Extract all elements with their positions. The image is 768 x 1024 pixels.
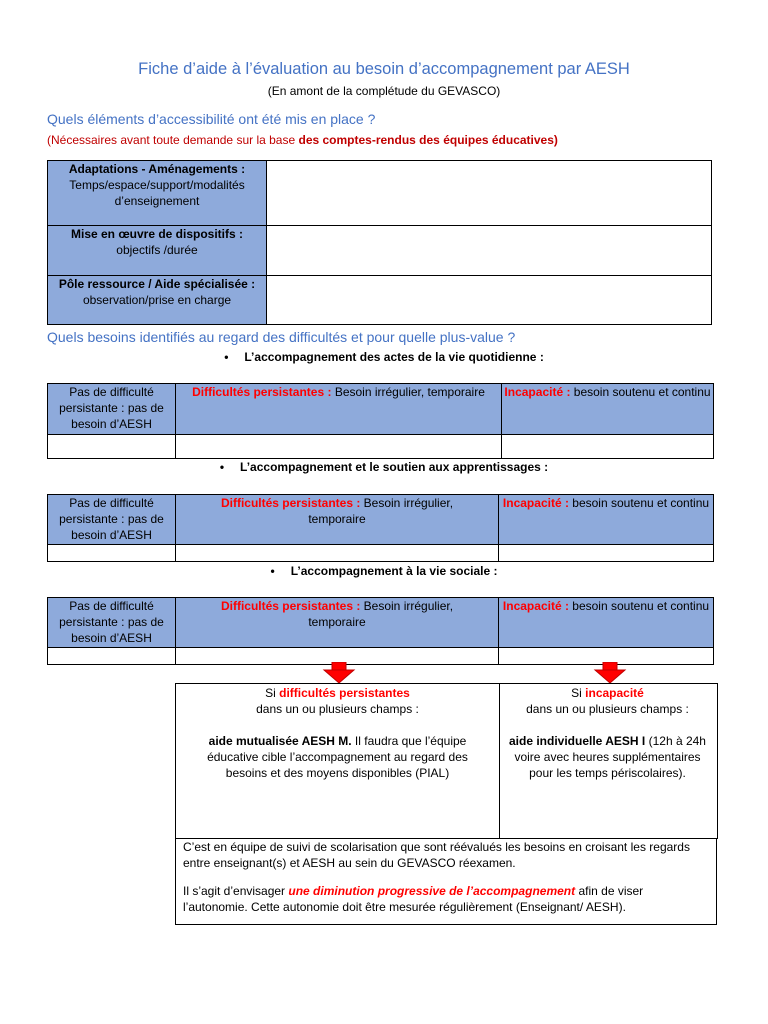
group2-heading-text: L’accompagnement et le soutien aux apprentissages :: [240, 460, 549, 474]
col-persistent: [176, 495, 499, 545]
section1-note-start: (Nécessaires avant toute demande sur la base: [47, 133, 299, 147]
col-no-difficulty: Pas de difficulté persistante : pas de besoin d’AESH: [48, 495, 176, 545]
section1-note-bold: des comptes-rendus des équipes éducatives): [298, 133, 558, 147]
col-incapacity: [499, 598, 714, 648]
outcome-incapacity-label: incapacité: [585, 686, 644, 700]
row-detail: objectifs /durée: [116, 243, 198, 257]
bullet-icon: •: [224, 350, 229, 364]
col-no-difficulty: Pas de difficulté persistante : pas de besoin d’AESH: [48, 598, 176, 648]
bullet-icon: •: [219, 460, 225, 474]
group2-heading: [0, 460, 768, 474]
section2-question: Quels besoins identifiés au regard des difficultés et pour quelle plus-value ?: [47, 329, 516, 345]
needs-table-2: [47, 494, 714, 562]
col-incapacity: [502, 384, 714, 435]
col-persistent: [176, 598, 499, 648]
table-row: [48, 598, 714, 648]
col-persistent-text: Besoin irrégulier, temporaire: [331, 385, 485, 399]
down-arrow-left-icon: [322, 662, 356, 684]
row-value-cell[interactable]: [267, 161, 712, 226]
col-incapacity-text: besoin soutenu et continu: [568, 496, 710, 510]
col-persistent-text: Besoin irrégulier, temporaire: [308, 496, 454, 526]
outcome-incapacity-detail: (12h à 24h voire avec heures supplémentaires pour les temps périscolaires).: [514, 734, 706, 780]
summary-p2-end: afin de viser l’autonomie. Cette autonomie doit être mesurée régulièrement (Enseignant/ AESH).: [183, 884, 644, 914]
answer-cell[interactable]: [48, 435, 176, 459]
section1-note: [47, 133, 558, 147]
row-label-cell: [48, 226, 267, 276]
col-no-difficulty: Pas de difficulté persistante : pas de besoin d’AESH: [48, 384, 176, 435]
col-persistent-label: Difficultés persistantes :: [220, 496, 361, 510]
outcome-persistent-text: [176, 685, 499, 781]
table-row: [48, 435, 714, 459]
row-value-cell[interactable]: [267, 226, 712, 276]
row-label: Mise en œuvre de dispositifs :: [70, 227, 244, 241]
col-incapacity-text: besoin soutenu et continu: [570, 385, 711, 399]
accessibility-table: [47, 160, 712, 325]
page-subtitle: (En amont de la complétude du GEVASCO): [267, 84, 501, 98]
table-row: [48, 495, 714, 545]
summary-paragraph-2: [183, 883, 709, 915]
group3-heading: [0, 564, 768, 578]
row-label-cell: [48, 276, 267, 325]
row-detail: observation/prise en charge: [82, 293, 232, 307]
down-arrow-right-icon: [593, 662, 627, 684]
table-row: [48, 384, 714, 435]
needs-table-1: [47, 383, 714, 459]
outcome-persistent-si: Si: [265, 686, 280, 700]
answer-cell[interactable]: [48, 545, 176, 562]
summary-paragraph-1: C’est en équipe de suivi de scolarisation que sont réévalués les besoins en croisant les regards entre enseignant(s) et AESH au sein du GEVASCO réexamen.: [183, 840, 690, 870]
outcome-incapacity-line2: dans un ou plusieurs champs :: [526, 702, 689, 716]
table-row: [48, 276, 712, 325]
outcome-incapacity-box: [498, 683, 718, 839]
table-row: [48, 545, 714, 562]
table-row: [48, 161, 712, 226]
col-incapacity: [499, 495, 714, 545]
answer-cell[interactable]: [502, 435, 714, 459]
answer-cell[interactable]: [176, 435, 502, 459]
answer-cell[interactable]: [48, 648, 176, 665]
answer-cell[interactable]: [499, 545, 714, 562]
row-label: Pôle ressource / Aide spécialisée :: [58, 277, 256, 291]
page-title: Fiche d’aide à l’évaluation au besoin d’accompagnement par AESH: [138, 60, 630, 78]
row-value-cell[interactable]: [267, 276, 712, 325]
summary-p2-start: Il s’agit d’envisager: [183, 884, 289, 898]
outcome-persistent-label: difficultés persistantes: [279, 686, 410, 700]
outcome-incapacity-aid: aide individuelle AESH I: [509, 734, 646, 748]
section1-question: Quels éléments d’accessibilité ont été mis en place ?: [47, 111, 376, 127]
col-persistent-label: Difficultés persistantes :: [192, 385, 332, 399]
table-row: [48, 226, 712, 276]
outcome-persistent-box: [175, 683, 500, 839]
col-incapacity-label: Incapacité :: [502, 496, 569, 510]
group3-heading-text: L’accompagnement à la vie sociale :: [290, 564, 498, 578]
answer-cell[interactable]: [176, 545, 499, 562]
group1-heading: [0, 350, 768, 364]
outcome-incapacity-text: [498, 685, 717, 781]
bullet-icon: •: [270, 564, 275, 578]
summary-p2-emphasis: une diminution progressive de l’accompagnement: [288, 884, 576, 898]
outcome-persistent-line2: dans un ou plusieurs champs :: [256, 702, 419, 716]
col-persistent: [176, 384, 502, 435]
col-persistent-label: Difficultés persistantes :: [220, 599, 361, 613]
col-incapacity-label: Incapacité :: [502, 599, 569, 613]
row-detail: Temps/espace/support/modalités d’enseignement: [69, 178, 245, 208]
outcome-persistent-aid: aide mutualisée AESH M.: [208, 734, 352, 748]
needs-table-3: [47, 597, 714, 665]
outcome-incapacity-si: Si: [571, 686, 586, 700]
row-label-cell: [48, 161, 267, 226]
col-incapacity-label: Incapacité :: [504, 385, 571, 399]
col-persistent-text: Besoin irrégulier, temporaire: [308, 599, 454, 629]
outcome-persistent-detail: Il faudra que l’équipe éducative cible l’accompagnement au regard des besoins et des moyens disponibles (PIAL): [207, 734, 468, 780]
col-incapacity-text: besoin soutenu et continu: [568, 599, 710, 613]
row-label: Adaptations - Aménagements :: [68, 162, 246, 176]
summary-box: [175, 838, 717, 925]
group1-heading-text: L’accompagnement des actes de la vie quotidienne :: [244, 350, 544, 364]
